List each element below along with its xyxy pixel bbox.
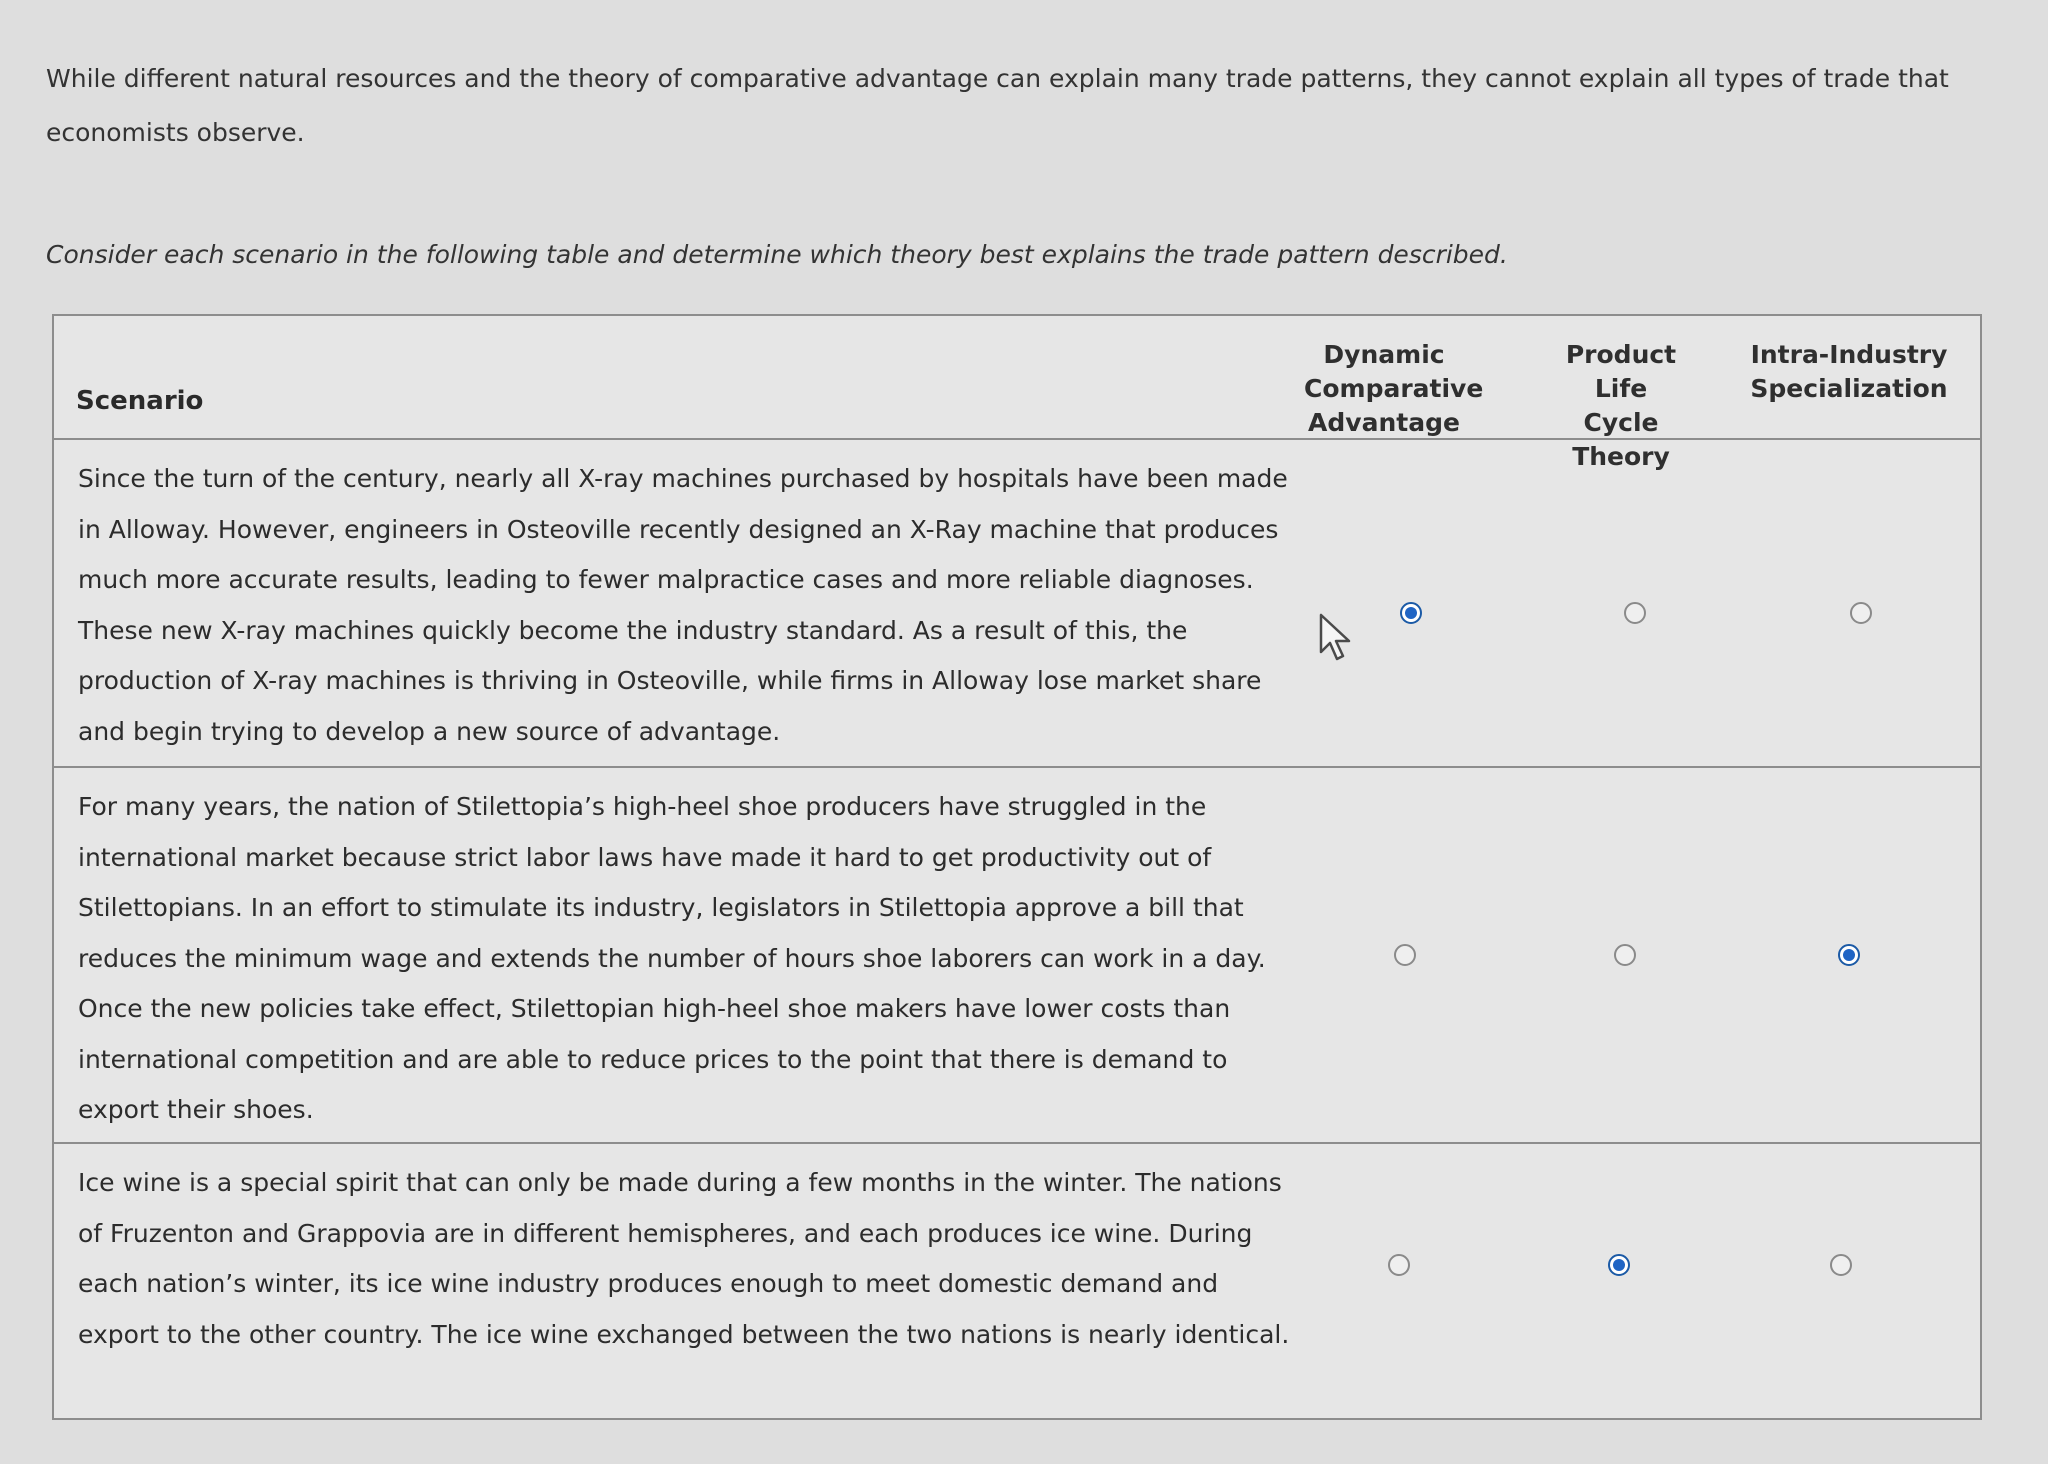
header-dynamic-comparative-advantage: Dynamic Comparative Advantage	[1304, 340, 1484, 437]
table-header	[54, 316, 1980, 471]
intro-paragraph: While different natural resources and the theory of comparative advantage can explain many trade patterns, they cannot explain all types of trade that economists observe.	[46, 64, 1949, 147]
header-product-life-cycle-theory: Product Life Cycle Theory	[1565, 340, 1677, 471]
instruction-text: Consider each scenario in the following table and determine which theory best explains the trade pattern described.	[46, 240, 1508, 269]
radio-dynamic-comparative-advantage[interactable]	[1388, 1254, 1410, 1276]
table-row	[54, 440, 1980, 768]
scenario-text: Since the turn of the century, nearly all X-ray machines purchased by hospitals have been made in Alloway. However, engineers in Osteoville recently designed an X-Ray machine that produces much more accurate results, leading to fewer malpractice cases and more reliable diagnoses. These new X-ray machines quickly become the industry standard. As a result of this, the production of X-ray machines is thriving in Osteoville, while firms in Alloway lose market share and begin trying to develop a new source of advantage.	[78, 464, 1288, 746]
header-intra-industry-specialization: Intra-Industry Specialization	[1750, 340, 1948, 403]
radio-product-life-cycle-theory[interactable]	[1608, 1254, 1630, 1276]
radio-intra-industry-specialization[interactable]	[1838, 944, 1860, 966]
radio-intra-industry-specialization[interactable]	[1850, 602, 1872, 624]
table-row	[54, 768, 1980, 1144]
scenario-table	[52, 314, 1982, 1420]
radio-dynamic-comparative-advantage[interactable]	[1394, 944, 1416, 966]
radio-product-life-cycle-theory[interactable]	[1614, 944, 1636, 966]
mouse-pointer-icon	[1318, 612, 1354, 664]
radio-product-life-cycle-theory[interactable]	[1624, 602, 1646, 624]
table-row	[54, 1144, 1980, 1418]
radio-dynamic-comparative-advantage[interactable]	[1400, 602, 1422, 624]
header-scenario: Scenario	[76, 386, 204, 416]
radio-intra-industry-specialization[interactable]	[1830, 1254, 1852, 1276]
scenario-text: Ice wine is a special spirit that can only be made during a few months in the winter. The nations of Fruzenton and Grappovia are in different hemispheres, and each produces ice wine. During each nation’s winter, its ice wine industry produces enough to meet domestic demand and export to the other country. The ice wine exchanged between the two nations is nearly identical.	[78, 1168, 1290, 1349]
scenario-text: For many years, the nation of Stilettopia’s high-heel shoe producers have struggled in the international market because strict labor laws have made it hard to get productivity out of Stilettopians. In an effort to stimulate its industry, legislators in Stilettopia approve a bill that reduces the minimum wage and extends the number of hours shoe laborers can work in a day. Once the new policies take effect, Stilettopian high-heel shoe makers have lower costs than international competition and are able to reduce prices to the point that there is demand to export their shoes.	[78, 792, 1266, 1124]
